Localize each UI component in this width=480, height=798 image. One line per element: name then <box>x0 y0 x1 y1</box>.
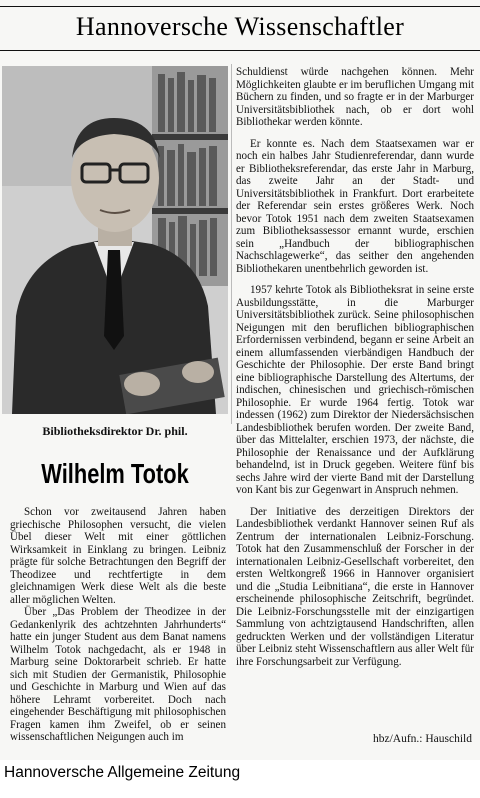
photo-credit: hbz/Aufn.: Hauschild <box>372 733 472 745</box>
column-separator <box>231 64 232 424</box>
right-column <box>236 66 474 668</box>
paragraph: Der Initiative des derzeitigen Direktors der Landesbibliothek verdankt Hannover seinen Ruf als Zentrum der internationalen Leibniz-Forschung. Totok hat den Zusammenschluß der Forscher in der internationalen Leibniz-Gesellschaft vorbereitet, den ersten Weltkongreß 1966 in Hannover organisiert und die „Studia Leibnitiana“, die erste in Hannover erscheinende philosophische Zeitschrift, begründet. Die Leibniz-Forschungsstelle mit der einzigartigen Sammlung von achtzigtausend Handschriften, allen gedruckten Werken und der vollständigen Literatur über Leibniz steht Wissenschaftlern aus aller Welt für ihre Forschungsarbeit zur Verfügung. <box>236 505 474 668</box>
paragraph: Schuldienst würde nachgehen können. Mehr Möglichkeiten glaubte er im beruflichen Umgang mit Büchern zu finden, und so fragte er in der Marburger Universitätsbibliothek nach, ob er dort wohl Bibliothekar werden könnte. <box>236 66 474 128</box>
left-column <box>10 506 226 744</box>
top-rule <box>0 6 480 7</box>
photo-caption: Bibliotheksdirektor Dr. phil. <box>42 424 188 438</box>
headline: Hannoversche Wissenschaftler <box>75 12 405 41</box>
paragraph: 1957 kehrte Totok als Bibliotheksrat in seine erste Ausbildungsstätte, in die Marburger Universitätsbibliothek zurück. Seine philosophischen Neigungen mit den beruflichen bibliographischen Erfordernissen verbindend, begann er seine Arbeit an einem allumfassenden vierbändigen Handbuch der Geschichte der Philosophie. Der erste Band bringt eine bibliographische Darstellung des Altertums, der indischen, chinesischen und griechisch-römischen Philosophie. Er wurde 1964 fertig. Totok war indessen (1962) zum Direktor der Niedersächsischen Landesbibliothek berufen worden. Der zweite Band, über das Mittelalter, erschien 1973, der nächste, die Philosophie der Renaissance und der Aufklärung behandelnd, ist in Druck gegeben. Weitere fünf bis sechs Jahre wird der vierte Band mit der Darstellung von Kant bis zur Gegenwart in Anspruch nehmen. <box>236 284 474 496</box>
paragraph: Er konnte es. Nach dem Staatsexamen war er noch ein halbes Jahr Studienreferendar, dann wurde er Bibliotheksreferendar, das erste Jahr in Marburg, das zweite Jahr an der Stadt- und Universitätsbibliothek in Frankfurt. Dort erarbeitete der Referendar sein erstes größeres Werk. Noch bevor Totok 1951 nach dem zweiten Staatsexamen zum Bibliotheksassessor ernannt wurde, erschien sein „Handbuch der bibliographischen Nachschlagewerke“, das seither den angehenden Bibliothekaren unentbehrlich geworden ist. <box>236 137 474 275</box>
paragraph: Schon vor zweitausend Jahren haben griechische Philosophen versucht, die vielen Übel dieser Welt mit einer göttlichen Wirksamkeit in Einklang zu bringen. Leibniz prägte für solche Betrachtungen den Begriff der Theodizee und rechtfertigte in dem gleichnamigen Werk diese Welt als die beste aller möglichen Welten. <box>10 506 226 606</box>
headline-rule <box>0 50 480 51</box>
portrait-illustration <box>2 66 228 414</box>
person-name: Wilhelm Totok <box>41 458 189 489</box>
portrait-photo <box>2 66 228 414</box>
paragraph: Über „Das Problem der Theodizee in der Gedankenlyrik des achtzehnten Jahrhunderts“ hatte ein junger Student aus dem Banat namens Wilhelm Totok nachgedacht, als er 1948 in Marburg seine Doktorarbeit schrieb. Er hatte sich mit Studien der Germanistik, Philosophie und Geschichte in Marburg und Wien auf das höhere Lehramt vorbereitet. Doch nach eingehender Beschäftigung mit philosophischen Fragen kamen ihm Zweifel, ob er seinen wissenschaftlichen Neigungen auch im <box>10 606 226 743</box>
source-label: Hannoversche Allgemeine Zeitung <box>4 764 241 781</box>
